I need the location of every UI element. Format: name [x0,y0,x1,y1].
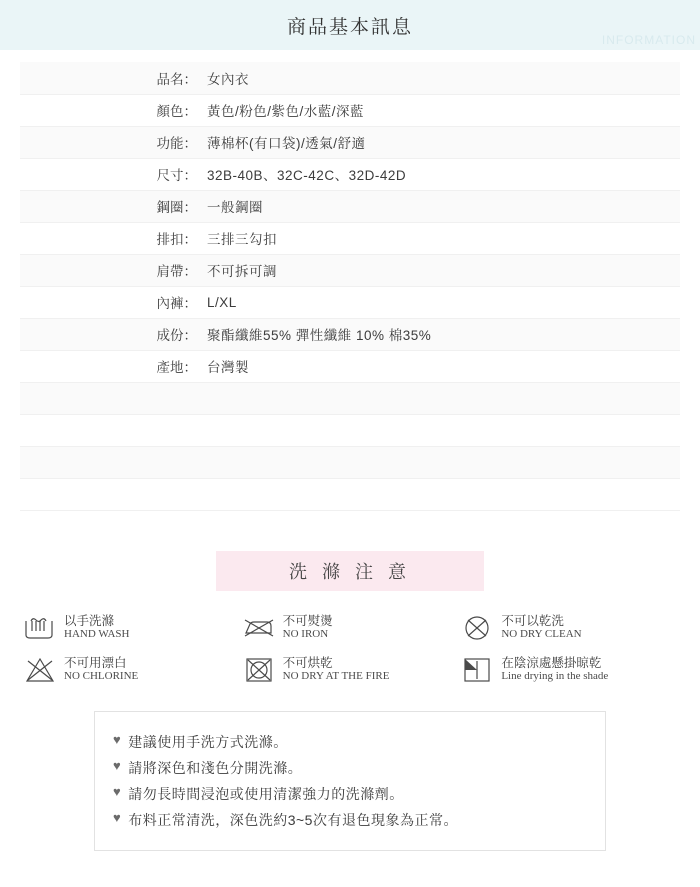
spec-label-empty [20,414,205,446]
spec-value: 聚酯纖維55% 彈性纖維 10% 棉35% [205,318,680,350]
spec-label: 內褲： [20,286,205,318]
table-row [20,286,680,318]
wash-symbol-label-zh: 不可熨燙 [282,613,333,628]
wash-symbols-grid [22,613,678,685]
wash-symbol-label-zh: 不可用漂白 [64,655,127,670]
table-row-empty [20,382,680,414]
wash-symbol-label-zh: 不可以乾洗 [501,613,564,628]
wash-note-text: 布料正常清洗，深色洗約3~5次有退色現象為正常。 [128,811,458,828]
wash-symbol [241,655,460,685]
wash-symbol-label-en: NO IRON [282,628,329,641]
spec-value-empty [205,478,680,510]
spec-label-empty [20,382,205,414]
spec-label: 功能： [20,126,205,158]
heart-icon: ♥ [113,757,122,773]
spec-value: 三排三勾扣 [205,222,680,254]
no-dry-clean-icon [459,613,495,643]
wash-symbol-label-zh: 不可烘乾 [282,655,333,670]
spec-label: 尺寸： [20,158,205,190]
page-subtitle: INFORMATION [601,33,696,47]
wash-symbol-label-en: NO DRY AT THE FIRE [282,670,390,683]
wash-symbol-label-en: HAND WASH [64,628,130,641]
wash-symbol [22,655,241,685]
wash-symbol-label-zh: 以手洗滌 [64,613,115,628]
table-row [20,126,680,158]
table-row [20,222,680,254]
spec-label: 肩帶： [20,254,205,286]
heart-icon: ♥ [113,783,122,799]
wash-notes-box [94,711,606,851]
spec-label-empty [20,478,205,510]
page-header [0,0,700,50]
spec-value: L/XL [205,286,680,318]
wash-care-heading: 洗 滌 注 意 [216,551,484,591]
table-row-empty [20,478,680,510]
wash-symbol-text [501,614,581,641]
wash-symbol [459,655,678,685]
heart-icon: ♥ [113,731,122,747]
wash-symbol-label-en: NO CHLORINE [64,670,139,683]
page-title: 商品基本訊息 [286,16,413,38]
spec-value-empty [205,382,680,414]
hand-wash-icon [22,613,58,643]
spec-value: 不可拆可調 [205,254,680,286]
wash-symbol [459,613,678,643]
table-row [20,94,680,126]
wash-note-text: 建議使用手洗方式洗滌。 [128,733,288,750]
table-row [20,62,680,94]
no-tumble-dry-icon [241,655,277,685]
heart-icon: ♥ [113,809,122,825]
product-info-table [20,62,680,511]
spec-label-empty [20,446,205,478]
wash-symbol [241,613,460,643]
table-row-empty [20,446,680,478]
wash-symbol-text [501,656,608,683]
product-info-section [20,62,680,511]
wash-symbol-text [64,614,130,641]
no-iron-icon [241,613,277,643]
wash-symbol-label-en: NO DRY CLEAN [501,628,582,641]
table-row-empty [20,414,680,446]
wash-note-item [113,784,587,804]
wash-symbol-text [64,656,138,683]
line-dry-shade-icon [459,655,495,685]
spec-value-empty [205,414,680,446]
wash-symbol [22,613,241,643]
table-row [20,158,680,190]
spec-label: 鋼圈： [20,190,205,222]
table-row [20,254,680,286]
spec-value: 女內衣 [205,62,680,94]
wash-note-item [113,810,587,830]
spec-value-empty [205,446,680,478]
table-row [20,350,680,382]
spec-label: 排扣： [20,222,205,254]
wash-note-text: 請勿長時間浸泡或使用清潔強力的洗滌劑。 [128,785,404,802]
wash-care-heading-wrap [0,551,700,591]
spec-label: 產地： [20,350,205,382]
spec-label: 成份： [20,318,205,350]
table-row [20,318,680,350]
table-row [20,190,680,222]
spec-value: 黃色/粉色/紫色/水藍/深藍 [205,94,680,126]
no-chlorine-icon [22,655,58,685]
spec-label: 品名： [20,62,205,94]
wash-symbol-label-en: Line drying in the shade [501,670,609,683]
spec-value: 32B-40B、32C-42C、32D-42D [205,158,680,190]
wash-note-text: 請將深色和淺色分開洗滌。 [128,759,303,776]
wash-symbol-text [283,656,390,683]
spec-value: 一般鋼圈 [205,190,680,222]
spec-value: 薄棉杯(有口袋)/透氣/舒適 [205,126,680,158]
wash-symbol-label-zh: 在陰涼處懸掛晾乾 [501,655,602,670]
spec-label: 顏色： [20,94,205,126]
wash-note-item [113,732,587,752]
spec-value: 台灣製 [205,350,680,382]
wash-note-item [113,758,587,778]
wash-symbol-text [283,614,333,641]
